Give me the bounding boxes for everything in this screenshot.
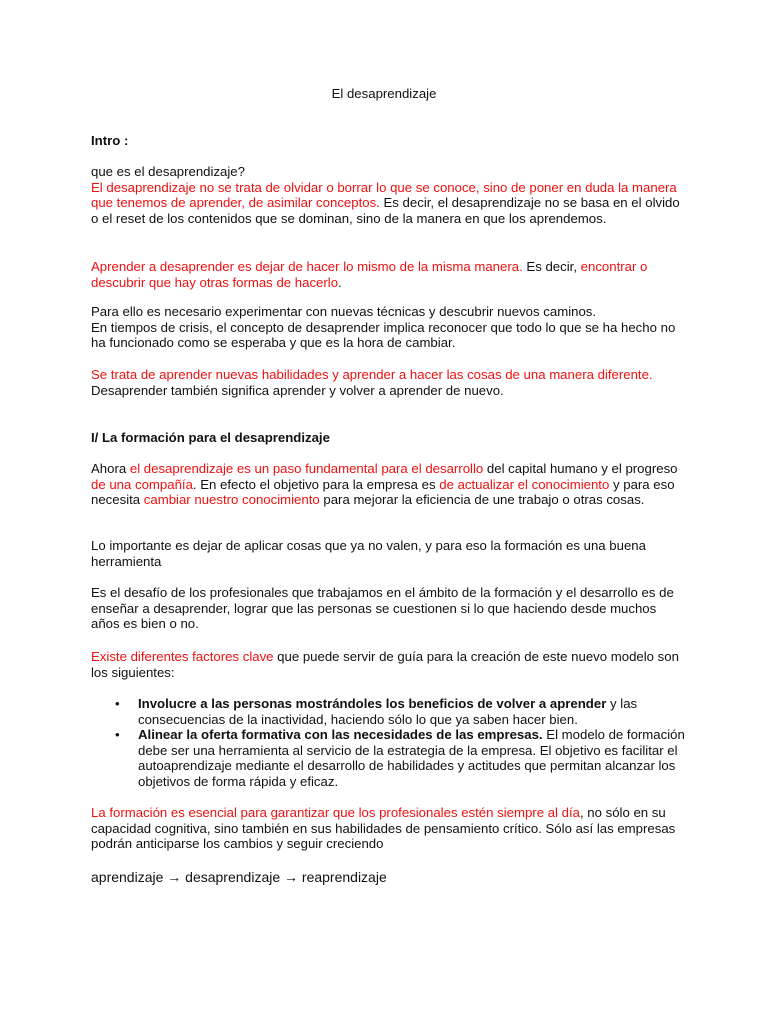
intro-paragraph-2 xyxy=(91,259,681,290)
intro-p2-highlight-2: encontrar o descubrir que hay otras formas de hacerlo xyxy=(91,259,648,290)
s1-p1-text-4: y para eso necesita xyxy=(91,476,675,508)
intro-question: que es el desaprendizaje? xyxy=(91,164,245,179)
learning-sequence: aprendizaje → desaprendizaje → reaprendizaje xyxy=(91,869,387,885)
intro-p4-text: Desaprender también significa aprender y volver a aprender de nuevo. xyxy=(91,382,504,398)
intro-p1-highlight: El desaprendizaje no se trata de olvidar o borrar lo que se conoce, sino de poner en duda la manera que tenemos de aprender, de asimilar conceptos. xyxy=(91,179,677,211)
intro-paragraph-3 xyxy=(91,304,681,351)
intro-paragraph-4 xyxy=(91,367,681,398)
document-title: El desaprendizaje xyxy=(331,86,437,101)
s1-p4-highlight: Existe diferentes factores clave xyxy=(91,649,274,664)
list-item-bold: Alinear la oferta formativa con las necesidades de las empresas. xyxy=(138,727,543,743)
s1-p1-highlight-4: cambiar nuestro conocimiento xyxy=(143,492,320,508)
intro-paragraph-1 xyxy=(91,164,681,226)
s1-p1-highlight-1: el desaprendizaje es un paso fundamental para el desarrollo xyxy=(129,461,484,476)
section-1-paragraph-2: Lo importante es dejar de aplicar cosas que ya no valen, y para eso la formación es una buena herramienta xyxy=(91,538,646,569)
intro-p3-line-1: Para ello es necesario experimentar con nuevas técnicas y descubrir nuevos caminos. xyxy=(91,304,597,319)
s1-p1-text-3: . En efecto el objetivo para la empresa es xyxy=(192,476,440,492)
intro-p4-highlight: Se trata de aprender nuevas habilidades y aprender a hacer las cosas de una manera diferente. xyxy=(91,367,653,382)
section-1-paragraph-1 xyxy=(91,461,681,508)
intro-p2-text-2: . xyxy=(338,274,342,290)
s1-p1-text-5: para mejorar la eficiencia de une trabajo o otras cosas. xyxy=(319,492,645,508)
s1-p1-text-2: del capital humano y el progreso xyxy=(483,461,678,476)
intro-p2-text-1: Es decir, xyxy=(522,259,581,274)
section-1-paragraph-5 xyxy=(91,805,681,852)
key-factors-list xyxy=(91,696,691,790)
list-item-bold: Involucre a las personas mostrándoles los beneficios de volver a aprender xyxy=(138,696,607,711)
bullet-icon: • xyxy=(115,727,120,743)
intro-heading: Intro : xyxy=(91,133,129,148)
bullet-icon: • xyxy=(115,696,120,711)
list-item xyxy=(91,696,691,727)
s1-p1-highlight-3: de actualizar el conocimiento xyxy=(439,476,610,492)
s1-p1-highlight-2: de una compañía xyxy=(91,476,193,492)
intro-p2-highlight-1: Aprender a desaprender es dejar de hacer lo mismo de la misma manera. xyxy=(91,259,523,274)
list-item-text: El modelo de formación debe ser una herramienta al servicio de la estrategia de la empresa. El objetivo es facilitar el autoaprendizaje mediante el desarrollo de habilidades y actitudes que permitan alcanzar los objetivos de forma rápida y eficaz. xyxy=(138,727,685,789)
s1-p4-text: que puede servir de guía para la creación de este nuevo modelo son los siguientes: xyxy=(91,649,679,680)
s1-p1-text-1: Ahora xyxy=(91,461,130,476)
intro-p1-text: Es decir, el desaprendizaje no se basa en el olvido o el reset de los contenidos que se dominan, sino de la manera en que los aprendemos. xyxy=(91,195,680,226)
list-item-text: y las consecuencias de la inactividad, haciendo sólo lo que ya saben hacer bien. xyxy=(138,696,638,727)
list-item xyxy=(91,727,691,789)
intro-p3-line-2: En tiempos de crisis, el concepto de desaprender implica reconocer que todo lo que se ha hecho no ha funcionado como se esperaba y que es la hora de cambiar. xyxy=(91,319,676,351)
s1-p5-highlight: La formación es esencial para garantizar que los profesionales estén siempre al día xyxy=(91,805,580,820)
s1-p5-text: , no sólo en su capacidad cognitiva, sino también en sus habilidades de pensamiento crítico. Sólo así las empresas podrán anticiparse los cambios y seguir creciendo xyxy=(91,805,676,852)
section-1-paragraph-4 xyxy=(91,649,681,680)
section-1-paragraph-3: Es el desafío de los profesionales que trabajamos en el ámbito de la formación y el desarrollo es de enseñar a desaprender, lograr que las personas se cuestionen si lo que haciendo desde muchos años es bien o no. xyxy=(91,585,674,632)
section-1-heading: I/ La formación para el desaprendizaje xyxy=(91,430,330,445)
